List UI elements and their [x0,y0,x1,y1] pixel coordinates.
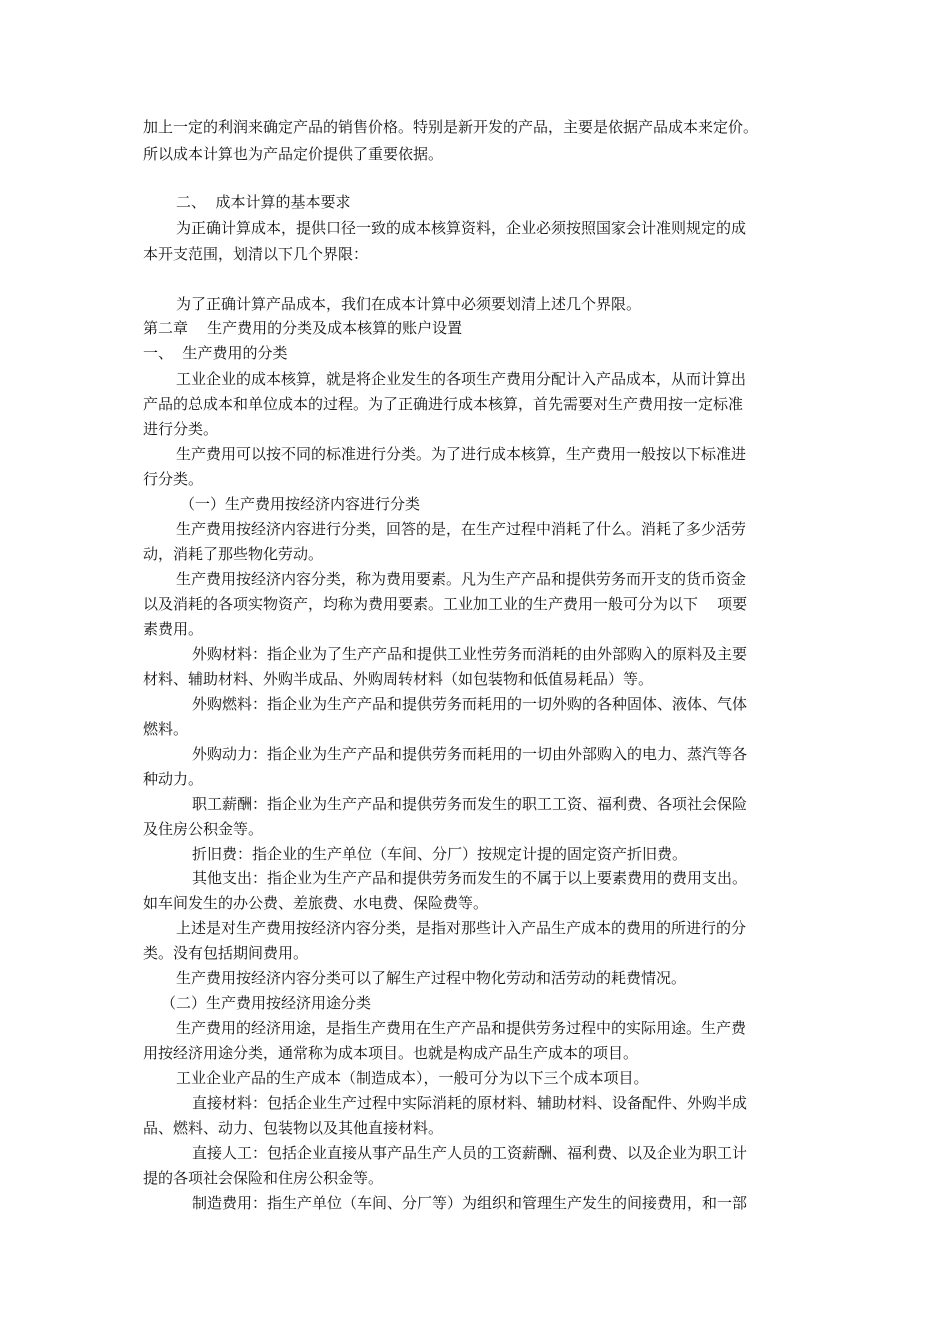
text-line: 加上一定的利润来确定产品的销售价格。特别是新开发的产品，主要是依据产品成本来定价。 [143,118,759,136]
subsection-heading: （一）生产费用按经济内容进行分类 [180,495,421,513]
text-line: 燃料。 [143,720,189,738]
subsection-heading: （二）生产费用按经济用途分类 [161,994,372,1012]
text-line: 生产费用的经济用途，是指生产费用在生产产品和提供劳务过程中的实际用途。生产费 [176,1019,747,1037]
text-line: 生产费用按经济内容分类可以了解生产过程中物化劳动和活劳动的耗费情况。 [176,969,687,987]
text-line: 其他支出：指企业为生产产品和提供劳务而发生的不属于以上要素费用的费用支出。 [192,869,748,887]
text-line: 生产费用按经济内容分类，称为费用要素。凡为生产产品和提供劳务而开支的货币资金 [176,570,747,588]
text-line: 类。没有包括期间费用。 [143,944,309,962]
text-line: 外购材料：指企业为了生产产品和提供工业性劳务而消耗的由外部购入的原料及主要 [192,645,748,663]
text-line: 生产费用按经济内容进行分类，回答的是，在生产过程中消耗了什么。消耗了多少活劳 [176,520,747,538]
text-line: 折旧费：指企业的生产单位（车间、分厂）按规定计提的固定资产折旧费。 [192,845,688,863]
text-line: 工业企业产品的生产成本（制造成本），一般可分为以下三个成本项目。 [176,1069,649,1087]
text-line: 生产费用可以按不同的标准进行分类。为了进行成本核算，生产费用一般按以下标准进 [176,445,747,463]
text-line: 提的各项社会保险和住房公积金等。 [143,1169,384,1187]
text-line: 本开支范围，划清以下几个界限： [143,245,369,263]
text-line: 素费用。 [143,620,204,638]
text-line: 进行分类。 [143,420,219,438]
section-heading: 二、 成本计算的基本要求 [176,193,351,211]
text-line: 上述是对生产费用按经济内容分类，是指对那些计入产品生产成本的费用的所进行的分 [176,919,747,937]
text-line: 工业企业的成本核算，就是将企业发生的各项生产费用分配计入产品成本，从而计算出 [176,370,747,388]
text-line: 职工薪酬：指企业为生产产品和提供劳务而发生的职工工资、福利费、各项社会保险 [192,795,748,813]
text-line: 产品的总成本和单位成本的过程。为了正确进行成本核算，首先需要对生产费用按一定标准 [143,395,744,413]
text-line: 以及消耗的各项实物资产，均称为费用要素。工业加工业的生产费用一般可分为以下 项要 [143,595,748,613]
text-line: 外购燃料：指企业为生产产品和提供劳务而耗用的一切外购的各种固体、液体、气体 [192,695,748,713]
text-line: 制造费用：指生产单位（车间、分厂等）为组织和管理生产发生的间接费用，和一部 [192,1194,748,1212]
text-line: 直接人工：包括企业直接从事产品生产人员的工资薪酬、福利费、以及企业为职工计 [192,1144,748,1162]
text-line: 外购动力：指企业为生产产品和提供劳务而耗用的一切由外部购入的电力、蒸汽等各 [192,745,748,763]
text-line: 用按经济用途分类，通常称为成本项目。也就是构成产品生产成本的项目。 [143,1044,639,1062]
chapter-heading: 第二章 生产费用的分类及成本核算的账户设置 [143,319,463,337]
text-line: 为了正确计算产品成本，我们在成本计算中必须要划清上述几个界限。 [176,295,642,313]
text-line: 材料、辅助材料、外购半成品、外购周转材料（如包装物和低值易耗品）等。 [143,670,654,688]
text-line: 品、燃料、动力、包装物以及其他直接材料。 [143,1119,444,1137]
text-line: 动，消耗了那些物化劳动。 [143,545,324,563]
text-line: 行分类。 [143,470,204,488]
text-line: 直接材料：包括企业生产过程中实际消耗的原材料、辅助材料、设备配件、外购半成 [192,1094,748,1112]
text-line: 及住房公积金等。 [143,820,264,838]
text-line: 为正确计算成本，提供口径一致的成本核算资料，企业必须按照国家会计准则规定的成 [176,219,747,237]
section-heading: 一、 生产费用的分类 [143,344,288,362]
text-line: 种动力。 [143,770,204,788]
text-line: 所以成本计算也为产品定价提供了重要依据。 [143,145,444,163]
text-line: 如车间发生的办公费、差旅费、水电费、保险费等。 [143,894,489,912]
